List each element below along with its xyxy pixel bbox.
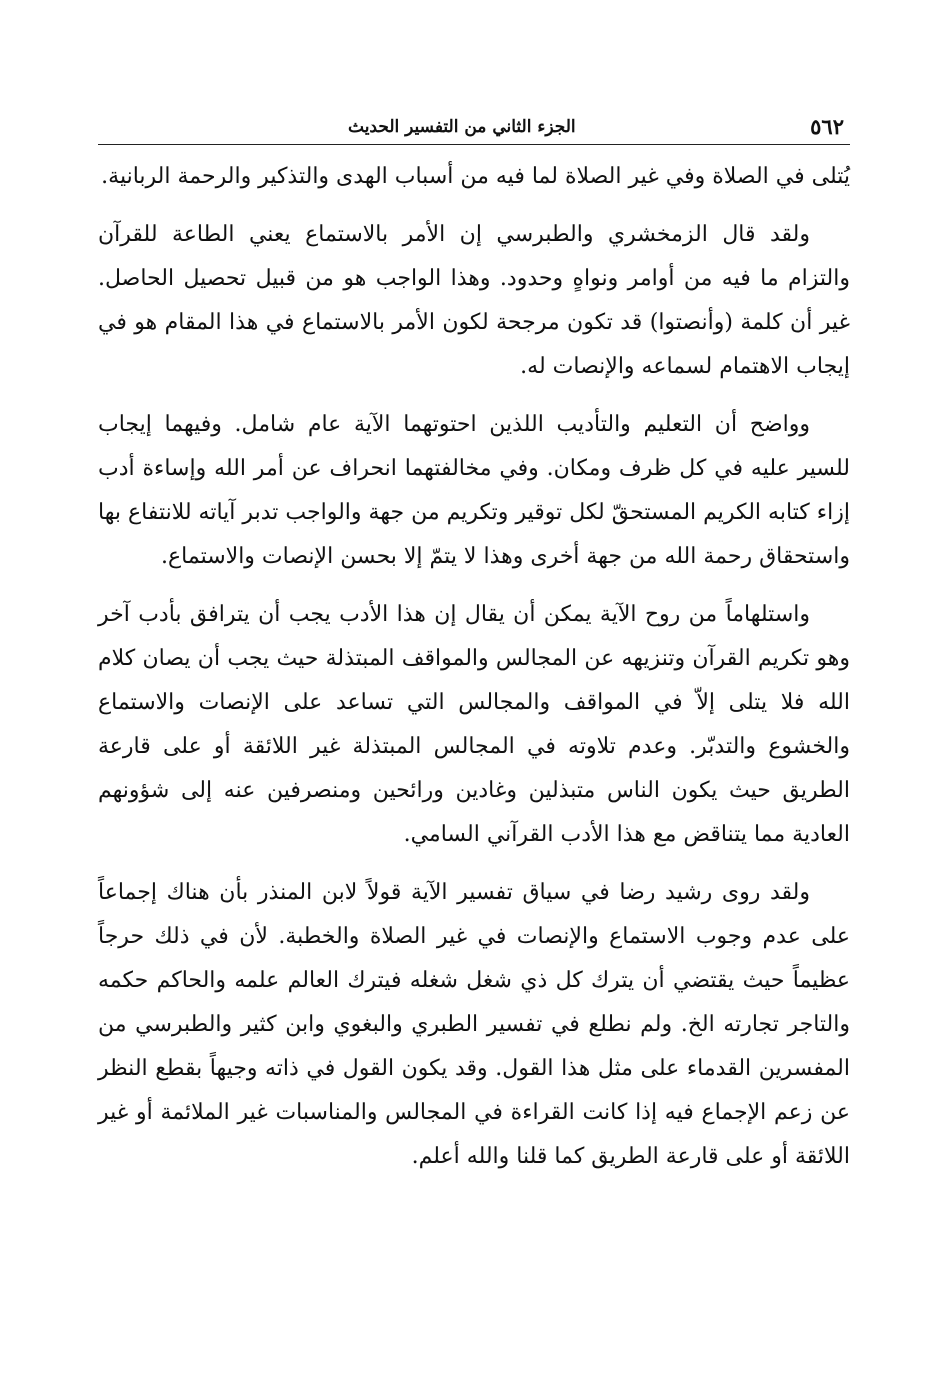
paragraph-4: واستلهاماً من روح الآية يمكن أن يقال إن هذا الأدب يجب أن يترافق بأدب آخر وهو تكريم القرآن وتنزيهه عن المجالس والمواقف المبتذلة حيث يجب أن يصان كلام الله فلا يتلى إلاّ في المواقف والمجالس التي تساعد على الإنصات والاستماع والخشوع والتدبّر. وعدم تلاوته في المجالس المبتذلة غير اللائقة أو على قارعة الطريق حيث يكون الناس متبذلين وغادين ورائحين ومنصرفين عنه إلى شؤونهم العادية مما يتناقض مع هذا الأدب القرآني السامي. [98,602,850,847]
paragraph-3: وواضح أن التعليم والتأديب اللذين احتوتهما الآية عام شامل. وفيهما إيجاب للسير عليه في كل ظرف ومكان. وفي مخالفتهما انحراف عن أمر الله وإساءة أدب إزاء كتابه الكريم المستحقّ لكل توقير وتكريم من جهة والواجب تدبر آياته للانتفاع بها واستحقاق رحمة الله من جهة أخرى وهذا لا يتمّ إلا بحسن الإنصات والاستماع. [98,412,850,569]
paragraph-5: ولقد روى رشيد رضا في سياق تفسير الآية قولاً لابن المنذر بأن هناك إجماعاً على عدم وجوب الاستماع والإنصات في غير الصلاة والخطبة. لأن في ذلك حرجاً عظيماً حيث يقتضي أن يترك كل ذي شغل شغله فيترك العالم علمه والحاكم حكمه والتاجر تجارته الخ. ولم نطلع في تفسير الطبري والبغوي وابن كثير والطبرسي من المفسرين القدماء على مثل هذا القول. وقد يكون القول في ذاته وجيهاً بقطع النظر عن زعم الإجماع فيه إذا كانت القراءة في المجالس والمناسبات غير الملائمة أو غير اللائقة أو على قارعة الطريق كما قلنا والله أعلم. [98,880,850,1169]
running-header [98,112,850,145]
paragraph-2: ولقد قال الزمخشري والطبرسي إن الأمر بالاستماع يعني الطاعة للقرآن والتزام ما فيه من أوامر ونواهٍ وحدود. وهذا الواجب هو من قبيل تحصيل الحاصل. غير أن كلمة (وأنصتوا) قد تكون مرجحة لكون الأمر بالاستماع في هذا المقام هو في إيجاب الاهتمام لسماعه والإنصات له. [98,222,850,379]
page-number: ٥٦٢ [810,114,844,139]
page-body [98,155,850,1193]
paragraph-1: يُتلى في الصلاة وفي غير الصلاة لما فيه من أسباب الهدى والتذكير والرحمة الربانية. [101,164,850,189]
header-title: الجزء الثاني من التفسير الحديث [348,117,576,137]
